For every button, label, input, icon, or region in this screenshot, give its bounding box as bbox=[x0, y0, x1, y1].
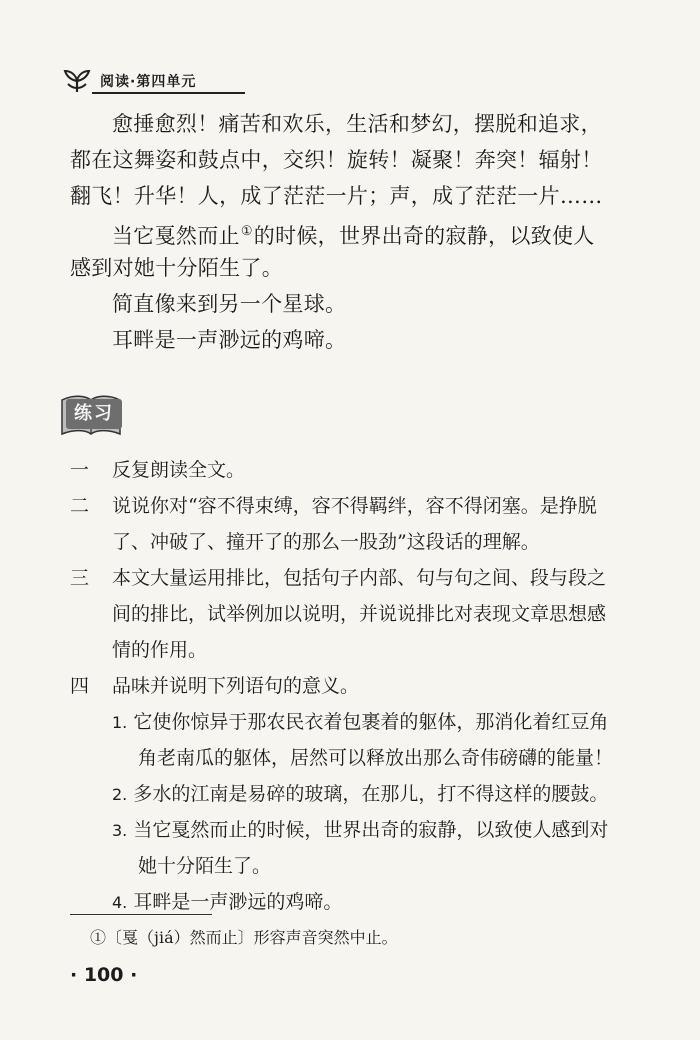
exercise-text: 间的排比，试举例加以说明，并说说排比对表现文章思想感 bbox=[112, 603, 607, 625]
exercise-number: 一 bbox=[70, 459, 90, 481]
sub-item bbox=[112, 776, 608, 813]
exercise-number: 三 bbox=[70, 567, 90, 589]
body-line: 翻飞！升华！人，成了茫茫一片；声，成了茫茫一片…… bbox=[70, 184, 603, 208]
sub-item bbox=[112, 704, 608, 741]
header-underline bbox=[92, 92, 245, 94]
exercise-number: 二 bbox=[70, 495, 90, 517]
body-text: 的时候，世界出奇的寂静，以致使人 bbox=[253, 224, 595, 248]
page-number: · 100 · bbox=[70, 964, 138, 986]
sub-item-number: 3. bbox=[112, 821, 128, 840]
sub-item bbox=[112, 884, 342, 921]
body-line: 愈捶愈烈！痛苦和欢乐，生活和梦幻，摆脱和追求， bbox=[112, 112, 602, 136]
exercise-text: 了、冲破了、撞开了的那么一股劲”这段话的理解。 bbox=[112, 531, 540, 553]
body-line: 简直像来到另一个星球。 bbox=[112, 292, 347, 316]
sub-item-text: 角老南瓜的躯体，居然可以释放出那么奇伟磅礴的能量！ bbox=[138, 747, 614, 769]
body-line: 都在这舞姿和鼓点中，交织！旋转！凝聚！奔突！辐射！ bbox=[70, 148, 603, 172]
exercise-number: 四 bbox=[70, 675, 90, 697]
sub-item-number: 4. bbox=[112, 893, 128, 912]
exercise-text: 品味并说明下列语句的意义。 bbox=[112, 675, 360, 697]
body-line: 感到对她十分陌生了。 bbox=[70, 256, 283, 280]
sub-item-text: 多水的江南是易碎的玻璃，在那儿，打不得这样的腰鼓。 bbox=[133, 783, 609, 805]
footnote-divider bbox=[70, 914, 212, 915]
footnote-marker[interactable]: ① bbox=[240, 224, 253, 239]
sub-item-text: 当它戛然而止的时候，世界出奇的寂静，以致使人感到对 bbox=[133, 819, 609, 841]
sub-item-text: 她十分陌生了。 bbox=[138, 855, 272, 877]
body-line: 耳畔是一声渺远的鸡啼。 bbox=[112, 328, 347, 352]
exercise-text: 本文大量运用排比，包括句子内部、句与句之间、段与段之 bbox=[112, 567, 607, 589]
sub-item-text: 它使你惊异于那农民衣着包裹着的躯体，那消化着红豆角 bbox=[133, 711, 609, 733]
body-text: 当它戛然而止 bbox=[112, 224, 240, 248]
footnote: ①〔戛（jiá）然而止〕形容声音突然中止。 bbox=[90, 928, 398, 947]
exercise-heading: 练习 bbox=[66, 399, 122, 429]
sprout-logo-icon bbox=[62, 68, 92, 94]
sub-item-text: 耳畔是一声渺远的鸡啼。 bbox=[133, 891, 343, 913]
header-title: 阅读·第四单元 bbox=[100, 74, 197, 90]
sub-item-number: 1. bbox=[112, 713, 128, 732]
exercise-text: 说说你对“容不得束缚，容不得羁绊，容不得闭塞。是挣脱 bbox=[112, 495, 597, 517]
exercise-text: 情的作用。 bbox=[112, 639, 208, 661]
sub-item-number: 2. bbox=[112, 785, 128, 804]
body-line-with-footnote bbox=[112, 214, 595, 254]
sub-item bbox=[112, 812, 608, 849]
exercise-text: 反复朗读全文。 bbox=[112, 459, 246, 481]
